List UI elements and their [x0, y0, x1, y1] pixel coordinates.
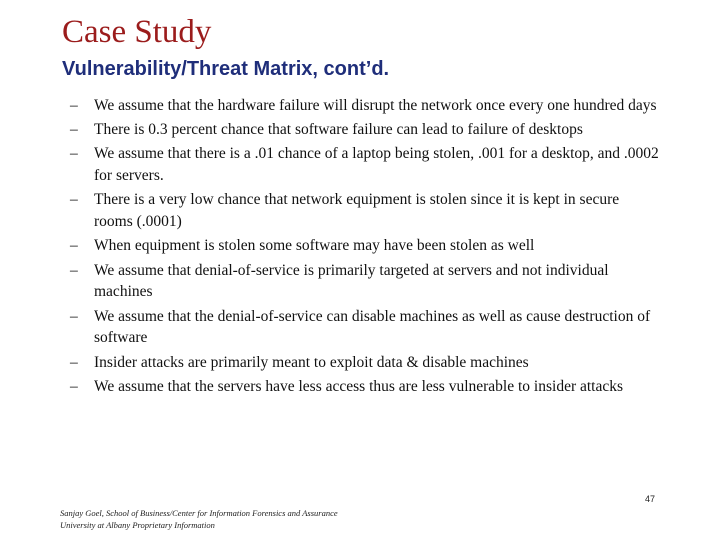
bullet-text: We assume that the hardware failure will disrupt the network once every one hundred days — [94, 97, 657, 114]
bullet-text: When equipment is stolen some software may have been stolen as well — [94, 237, 535, 255]
footer-line-author: Sanjay Goel, School of Business/Center for Information Forensics and Assurance — [60, 508, 338, 518]
slide-subtitle: Vulnerability/Threat Matrix, cont’d. — [62, 58, 390, 80]
footer — [60, 507, 338, 531]
bullet-text: There is a very low chance that network equipment is stolen since it is kept in secure rooms (.0001) — [94, 191, 620, 231]
bullet-item — [70, 143, 660, 187]
bullet-text: We assume that there is a .01 chance of a laptop being stolen, .001 for a desktop, and .0002 for servers. — [94, 145, 659, 185]
bullet-text: We assume that denial-of-service is primarily targeted at servers and not individual machines — [94, 261, 609, 301]
bullet-text: Insider attacks are primarily meant to exploit data & disable machines — [94, 353, 529, 371]
bullet-item — [70, 352, 660, 374]
slide-title: Case Study — [62, 14, 212, 50]
bullet-text: We assume that the denial-of-service can disable machines as well as cause destruction of software — [94, 307, 651, 347]
page-number: 47 — [645, 494, 656, 504]
bullet-marker: – — [70, 121, 78, 139]
bullet-item — [70, 119, 660, 141]
footer-line-proprietary: University at Albany Proprietary Information — [60, 520, 215, 530]
bullet-marker: – — [70, 145, 78, 163]
bullet-item — [70, 376, 660, 398]
bullet-item — [70, 260, 660, 304]
bullet-text: We assume that the servers have less access thus are less vulnerable to insider attacks — [94, 377, 624, 395]
bullet-item — [70, 306, 660, 350]
bullet-marker: – — [70, 237, 78, 255]
bullet-marker: – — [70, 97, 78, 114]
bullet-list — [70, 95, 660, 400]
bullet-marker: – — [70, 261, 78, 279]
bullet-marker: – — [70, 353, 78, 371]
bullet-item — [70, 95, 660, 117]
bullet-item — [70, 235, 660, 257]
bullet-marker: – — [70, 377, 78, 395]
bullet-marker: – — [70, 191, 78, 209]
bullet-item — [70, 189, 660, 233]
bullet-marker: – — [70, 307, 78, 325]
bullet-text: There is 0.3 percent chance that software failure can lead to failure of desktops — [94, 121, 583, 139]
